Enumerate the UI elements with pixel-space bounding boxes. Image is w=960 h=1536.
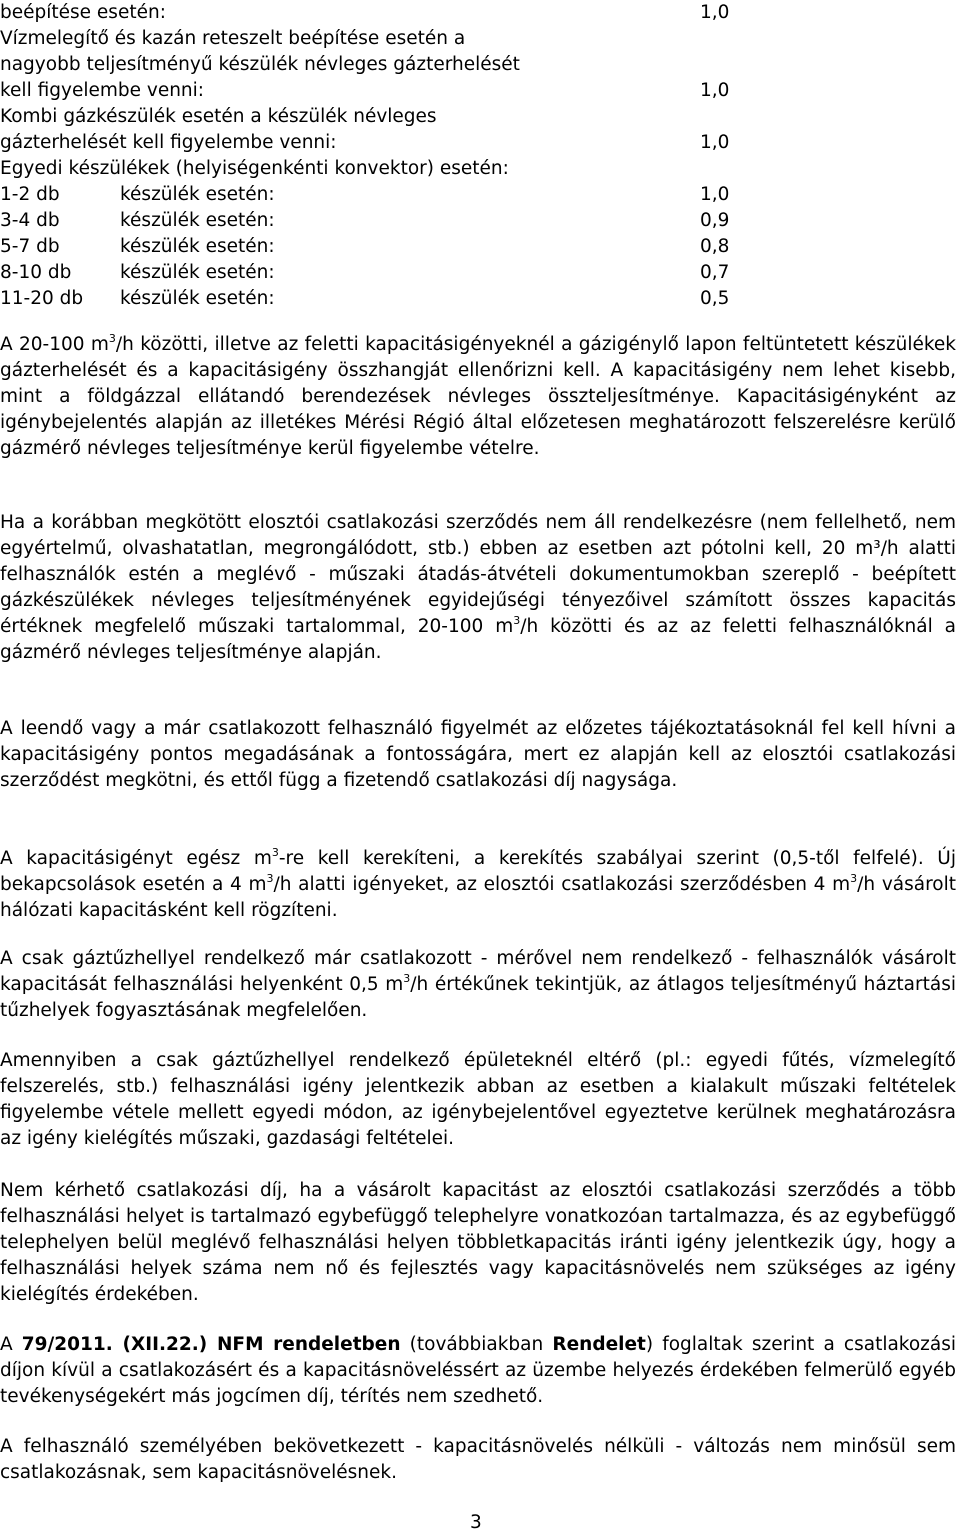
text: /h értékűnek tekintjük, az átlagos teljesítményű háztartási tűzhelyek fogyasztásának megfelelően. [0,974,956,1021]
rate-value: 0,5 [700,288,730,309]
rate-value: 0,9 [700,210,730,231]
rate-label: Vízmelegítő és kazán reteszelt beépítése esetén a [0,28,466,49]
text: A 20-100 m [0,334,109,355]
paragraph-user-change: A felhasználó személyében bekövetkezett - kapacitásnövelés nélküli - változás nem minősül sem csatlakozásnak, sem kapacitásnövelésnek. [0,1436,956,1483]
rate-value: 1,0 [700,132,730,153]
paragraph-no-fee: Nem kérhető csatlakozási díj, ha a vásárolt kapacitást az elosztói csatlakozási szerződés a több felhasználási helyet is tartalmazó egybefüggő telephelyre vonatkozóan tartalmazza, és az egybefüggő telephelyen belül meglévő felhasználási helyen többletkapacitás iránti igény jelentkezik úgy, hogy a felhasználási helyek száma nem nő és fejlesztés vagy kapacitásnövelés nem szükséges az igény kielégítés érdekében. [0,1180,956,1305]
superscript: 3 [513,613,521,627]
rate-label: Egyedi készülékek (helyiségenkénti konvektor) esetén: [0,158,509,179]
text: /h közötti és az az feletti felhasználóknál a gázmérő névleges teljesítménye alapján. [0,616,956,663]
rate-count: 5-7 db [0,236,60,257]
paragraph-stove-only [0,946,956,1024]
page-number: 3 [470,1512,482,1533]
rate-label: Kombi gázkészülék esetén a készülék névleges [0,106,437,127]
text: (továbbiakban [400,1334,553,1355]
paragraph-missing-contract [0,510,956,666]
rate-label: beépítése esetén: [0,2,166,23]
rate-label: gázterhelését kell figyelembe venni: [0,132,337,153]
text: /h vásárolt hálózati kapacitásként kell rögzíteni. [0,874,956,921]
regulation-reference: 79/2011. (XII.22.) NFM rendeletben [21,1334,401,1355]
superscript: 3 [108,331,116,345]
superscript: 3 [403,971,411,985]
regulation-short-name: Rendelet [552,1334,646,1355]
paragraph-other-use: Amennyiben a csak gáztűzhellyel rendelkező épületeknél eltérő (pl.: egyedi fűtés, vízmelegítő felszerelés, stb.) felhasználási igény jelentkezik abban az esetben a kialakult műszaki feltételek figyelembe vétele mellett egyedi módon, az igénybejelentővel egyeztetve kerülnek meghatározásra az igény kielégítés műszaki, gazdasági feltételei. [0,1050,956,1149]
text: Ha a korábban megkötött elosztói csatlakozási szerződés nem áll rendelkezésre (nem fellelhető, nem egyértelmű, olvashatatlan, megrongálódott, stb.) ebben az esetben azt pótolni kell, 20 m³/h alatti felhasználók estén a meglévő - műszaki átadás-átvételi dokumentumokban szereplő - beépített gázkészülékek névleges teljesítményének egyidejűségi tényezőivel számított összes kapacitás értéknek megfelelő műszaki tartalommal, 20-100 m [0,512,956,637]
rate-count: 3-4 db [0,210,60,231]
rate-value: 1,0 [700,184,730,205]
rate-value: 1,0 [700,2,730,23]
paragraph-regulation [0,1332,956,1410]
rate-value: 0,7 [700,262,730,283]
rate-count: 1-2 db [0,184,60,205]
rate-value: 0,8 [700,236,730,257]
superscript: 3 [271,845,279,859]
superscript: 3 [266,871,274,885]
rate-label: készülék esetén: [120,210,275,231]
rate-value: 1,0 [700,80,730,101]
rate-label: készülék esetén: [120,288,275,309]
rate-count: 8-10 db [0,262,72,283]
paragraph-rounding [0,846,956,924]
rate-label: készülék esetén: [120,262,275,283]
paragraph-capacity-check [0,332,956,462]
text: A csak gáztűzhellyel rendelkező már csatlakozott - mérővel nem rendelkező - felhasználók vásárolt kapacitását felhasználási helyenként 0,5 m [0,948,956,995]
rate-label: kell figyelembe venni: [0,80,205,101]
rate-label: készülék esetén: [120,236,275,257]
rate-label: készülék esetén: [120,184,275,205]
paragraph-user-notice: A leendő vagy a már csatlakozott felhasználó figyelmét az előzetes tájékoztatásoknál fel kell hívni a kapacitásigény pontos megadásának a fontosságára, mert ez alapján kell az elosztói csatlakozási szerződést megkötni, és ettől függ a fizetendő csatlakozási díj nagysága. [0,718,956,791]
rate-count: 11-20 db [0,288,84,309]
rate-label: nagyobb teljesítményű készülék névleges gázterhelését [0,54,520,75]
superscript: 3 [850,871,858,885]
text: /h közötti, illetve az feletti kapacitásigényeknél a gázigénylő lapon feltüntetett készülékek gázterhelését és a kapacitásigény összhangját ellenőrizni kell. A kapacitásigény nem lehet kisebb, mint a földgázzal ellátandó berendezések névleges összteljesítménye. Kapacitásigényként az igénybejelentés alapján az illetékes Mérési Régió által előzetesen meghatározott felszerelésre kerülő gázmérő névleges teljesítménye kerül figyelembe vételre. [0,334,956,459]
text: /h alatti igényeket, az elosztói csatlakozási szerződésben 4 m [273,874,851,895]
text: -re kell kerekíteni, a kerekítés szabályai szerint (0,5-től felfelé). Új bekapcsolások esetén a 4 m [0,848,956,895]
text: A [0,1334,22,1355]
text: ) foglaltak szerint a csatlakozási díjon kívül a csatlakozásért és a kapacitásnöveléssért az üzembe helyezés érdekében felmerülő egyéb tevékenységekért más jogcímen díj, térítés nem szedhető. [0,1334,956,1407]
text: A kapacitásigényt egész m [0,848,272,869]
